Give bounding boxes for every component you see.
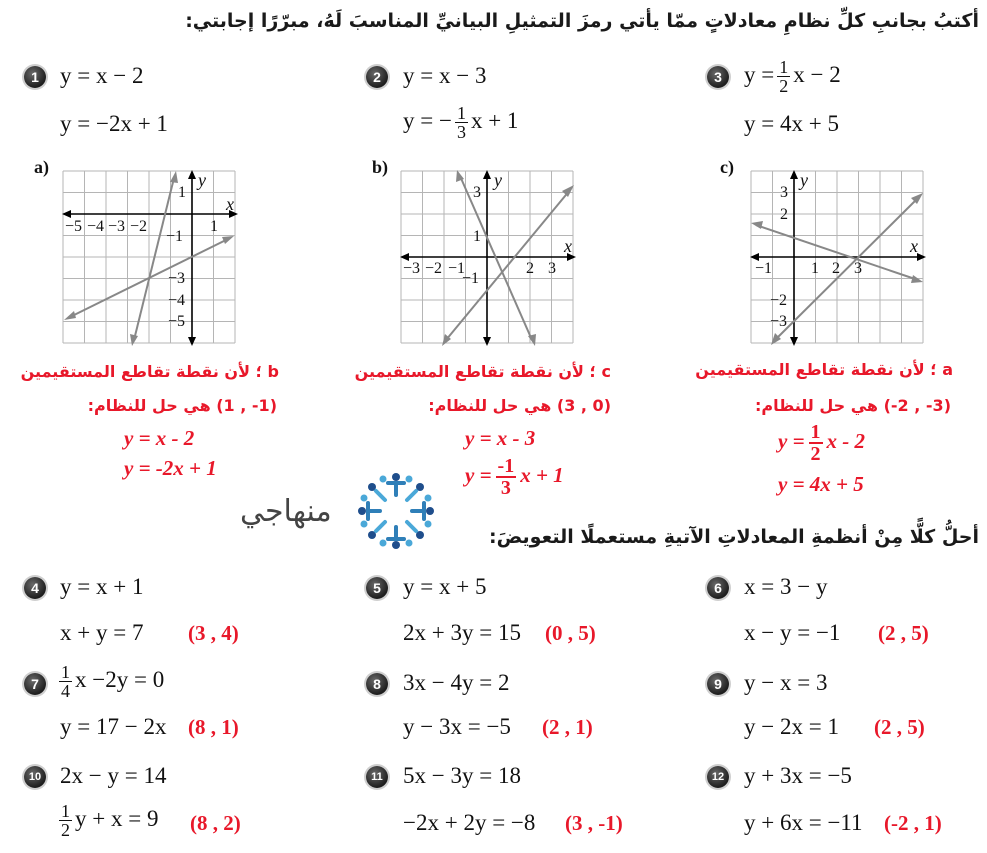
y-tick: −3 — [168, 270, 186, 287]
problem-number-badge: 10 — [24, 766, 46, 788]
y-tick: 2 — [780, 206, 788, 223]
eq-prefix: y = — [465, 462, 492, 487]
solution-answer: (0 , 5) — [545, 621, 596, 645]
answer-eq2: y = -2x + 1 — [124, 456, 217, 480]
x-tick: −2 — [425, 260, 443, 277]
solution-answer: (2 , 5) — [874, 715, 925, 739]
equation: 2x + 3y = 15 — [403, 620, 521, 645]
eq-suffix: x + 1 — [470, 107, 519, 133]
equation: 2x − y = 14 — [60, 763, 167, 788]
equation: 5x − 3y = 18 — [403, 763, 521, 788]
problem-number-badge: 4 — [24, 577, 46, 599]
denominator: 4 — [61, 681, 70, 701]
answer-eq1: y = x - 2 — [124, 426, 195, 450]
graph-a-labels — [62, 170, 238, 346]
eq-prefix: y = — [744, 61, 775, 87]
eq-suffix: x −2y = 0 — [75, 666, 165, 692]
y-tick: −2 — [770, 292, 788, 309]
y-tick: 3 — [473, 184, 481, 201]
solution-answer: (8 , 1) — [188, 715, 239, 739]
x-axis-label: x — [564, 236, 572, 256]
logo-text: منهاجي — [240, 494, 332, 529]
solution-answer: (3 , -1) — [565, 811, 623, 835]
x-tick: 1 — [210, 218, 218, 235]
problem-number-badge: 7 — [24, 673, 46, 695]
equation: y − x = 3 — [744, 670, 828, 695]
eq-prefix: y = — [778, 428, 805, 453]
y-tick: −1 — [166, 228, 184, 245]
answer-reason: a ؛ لأن نقطة تقاطع المستقيمين — [695, 360, 953, 379]
equation: x − y = −1 — [744, 620, 841, 645]
x-tick: −1 — [755, 260, 773, 277]
y-axis-label: y — [800, 170, 808, 190]
eq-prefix: y = − — [403, 107, 452, 133]
graph-c-labels — [750, 170, 926, 346]
answer-reason: b ؛ لأن نقطة تقاطع المستقيمين — [20, 362, 279, 381]
problem-number-badge: 6 — [707, 577, 729, 599]
equation: y = x + 5 — [403, 574, 487, 599]
equation: y − 3x = −5 — [403, 714, 511, 739]
fraction — [59, 802, 72, 839]
x-tick: −1 — [448, 260, 466, 277]
answer-reason: c ؛ لأن نقطة تقاطع المستقيمين — [354, 362, 611, 381]
x-tick: −3 — [108, 218, 126, 235]
y-tick: −3 — [770, 313, 788, 330]
eq-suffix: x − 2 — [793, 61, 841, 87]
fraction — [59, 663, 72, 700]
x-tick: −2 — [130, 218, 148, 235]
solution-answer: (8 , 2) — [190, 811, 241, 835]
equation: x + y = 7 — [60, 620, 144, 645]
numerator: 1 — [61, 662, 70, 682]
denominator: 2 — [810, 443, 821, 465]
equation: y = x + 1 — [60, 574, 144, 599]
x-tick: 1 — [811, 260, 819, 277]
fraction — [809, 422, 823, 464]
graph-label-c: c) — [720, 157, 734, 177]
problem-number-badge: 11 — [366, 766, 388, 788]
equation-fraction — [56, 663, 164, 700]
fraction — [455, 104, 468, 141]
fraction — [777, 58, 790, 95]
answer-equation — [124, 456, 217, 481]
solution-answer: (-2 , 1) — [884, 811, 942, 835]
answer-equation-fraction — [778, 422, 865, 464]
equation-fraction — [403, 104, 518, 141]
x-axis-label: x — [910, 236, 918, 256]
equation: y + 3x = −5 — [744, 763, 852, 788]
x-tick: 3 — [548, 260, 556, 277]
x-tick: −5 — [65, 218, 83, 235]
equation: y = x − 2 — [60, 63, 144, 88]
denominator: 2 — [61, 820, 70, 840]
fraction — [496, 456, 517, 498]
answer-eq1: y = x - 3 — [465, 426, 536, 450]
solution-answer: (2 , 5) — [878, 621, 929, 645]
x-axis-label: x — [226, 194, 234, 214]
solution-answer: (3 , 4) — [188, 621, 239, 645]
graph-b-labels — [400, 170, 576, 346]
equation: y = 4x + 5 — [744, 111, 839, 136]
numerator: -1 — [497, 455, 515, 477]
graph-label-b: b) — [372, 157, 389, 177]
equation: x = 3 − y — [744, 574, 828, 599]
equation: 3x − 4y = 2 — [403, 670, 510, 695]
numerator: 1 — [61, 801, 70, 821]
denominator: 3 — [500, 477, 511, 499]
answer-point: (3- , 2-) هي حل للنظام: — [755, 396, 951, 415]
problem-number-badge: 5 — [366, 577, 388, 599]
answer-equation — [778, 472, 864, 497]
eq-suffix: x + 1 — [520, 462, 564, 487]
y-tick: 3 — [780, 184, 788, 201]
x-tick: 2 — [526, 260, 534, 277]
problem-number-badge: 1 — [24, 66, 46, 88]
y-tick: 1 — [473, 228, 481, 245]
numerator: 1 — [779, 57, 789, 77]
numerator: 1 — [810, 421, 821, 443]
problem-number-badge: 9 — [707, 673, 729, 695]
eq-suffix: y + x = 9 — [75, 805, 159, 831]
logo-icon — [355, 470, 437, 552]
problem-number-badge: 2 — [366, 66, 388, 88]
y-tick: −1 — [462, 270, 480, 287]
denominator: 2 — [779, 76, 789, 96]
problem-number-badge: 8 — [366, 673, 388, 695]
equation: y = x − 3 — [403, 63, 487, 88]
eq-suffix: x - 2 — [826, 428, 866, 453]
y-tick: −5 — [168, 313, 186, 330]
section2-heading: أحلُّ كلًّا مِنْ أنظمةِ المعادلاتِ الآتيةِ مستعملًا التعويضَ: — [489, 526, 979, 548]
x-tick: 2 — [832, 260, 840, 277]
y-axis-label: y — [198, 170, 206, 190]
answer-equation-fraction — [465, 456, 564, 498]
y-tick: −4 — [168, 292, 186, 309]
answer-point: (1- , 1) هي حل للنظام: — [87, 396, 277, 415]
numerator: 1 — [456, 103, 466, 123]
problem-number-badge: 12 — [707, 766, 729, 788]
problem-number-badge: 3 — [707, 66, 729, 88]
answer-equation — [124, 426, 194, 451]
x-tick: −4 — [87, 218, 105, 235]
x-tick: 3 — [854, 260, 862, 277]
solution-answer: (2 , 1) — [542, 715, 593, 739]
equation: y = 17 − 2x — [60, 714, 167, 739]
graph-label-a: a) — [34, 157, 49, 177]
answer-eq2: y = 4x + 5 — [778, 472, 864, 496]
answer-point: (0 , 3) هي حل للنظام: — [428, 396, 611, 415]
instruction-heading: أكتبُ بجانبِ كلِّ نظامِ معادلاتٍ ممّا يأتي رمزَ التمثيلِ البيانيِّ المناسبَ لَهُ، مبرّرًا إجابتي: — [185, 10, 979, 32]
answer-equation — [465, 426, 535, 451]
equation: y − 2x = 1 — [744, 714, 839, 739]
y-axis-label: y — [494, 170, 502, 190]
equation-fraction — [744, 58, 841, 95]
equation: −2x + 2y = −8 — [403, 810, 536, 835]
y-tick: 1 — [178, 184, 186, 201]
equation-fraction — [56, 802, 158, 839]
equation: y = −2x + 1 — [60, 111, 168, 136]
denominator: 3 — [456, 122, 466, 142]
x-tick: −3 — [403, 260, 421, 277]
equation: y + 6x = −11 — [744, 810, 863, 835]
